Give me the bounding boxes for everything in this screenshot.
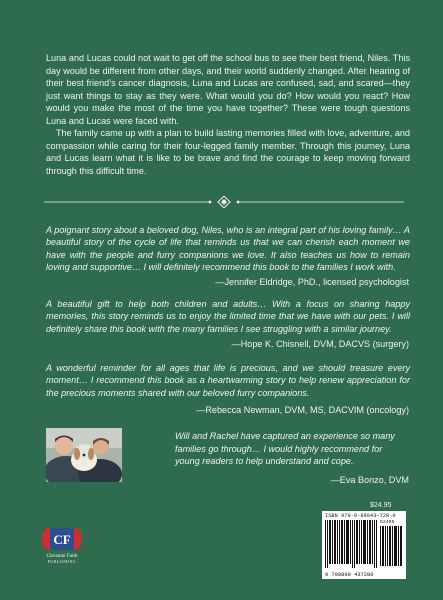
publisher-name-line1: Christian Faith	[46, 553, 78, 559]
barcode-number: 9 798890 437280	[325, 572, 374, 578]
review-2-attribution: —Hope K. Chisnell, DVM, DACVS (surgery)	[231, 339, 409, 349]
review-4-attribution: —Eva Bonzo, DVM	[330, 475, 409, 485]
price-label: $24.95	[370, 502, 392, 509]
review-1-attribution: —Jennifer Eldridge, PhD., licensed psychologist	[215, 277, 409, 287]
authors-with-dog-photo	[46, 428, 122, 482]
synopsis-paragraph-1: Luna and Lucas could not wait to get off the school bus to see their best friend, Niles. This day would be different from other days, and their world suddenly changed. After hearing of their best friend’s cancer diagnosis, Luna and Lucas are confused, sad, and scared—they just want things to stay as they were. What would you do? How would you react? How would you make the most of the time you have together? These were tough questions Luna and Lucas were faced with.	[46, 53, 410, 126]
publisher-name	[36, 553, 88, 565]
review-3-attribution: —Rebecca Newman, DVM, MS, DACVIM (oncology)	[196, 405, 409, 415]
synopsis	[46, 52, 410, 177]
barcode-addon-number: 52495	[380, 520, 395, 525]
synopsis-paragraph-2: The family came up with a plan to build lasting memories filled with love, adventure, and compassion while caring for their four-legged family member. Through this journey, Luna and Lucas learn what it is like to be brave and find the courage to keep moving forward through this difficult time.	[46, 128, 410, 176]
svg-text:CF: CF	[53, 532, 71, 547]
review-1-text: A poignant story about a beloved dog, Niles, who is an integral part of his loving family… A beautiful story of the cycle of life that reminds us that we can cherish each moment we have with the people and furry companions we love. It also teaches us how to remain loving and supportive… I will definitely recommend this book to the families I work with.	[46, 225, 410, 273]
review-3-text: A wonderful reminder for all ages that life is precious, and we should treasure every moment… I recommend this book as a heartwarming story to help renew appreciation for the precious moments shared with our beloved furry companions.	[46, 363, 410, 398]
barcode-bars-icon	[325, 520, 403, 572]
review-4	[175, 430, 405, 468]
review-2-text: A beautiful gift to help both children and adults… With a focus on sharing happy memories, this story reminds us to enjoy the limited time that we have with our pets. I will definitely share this book with the many families I see struggling with a similar journey.	[46, 299, 410, 334]
ornament-divider	[44, 196, 404, 208]
review-2	[46, 298, 410, 335]
isbn-text: ISBN 979-8-89043-728-0	[325, 513, 396, 519]
review-4-text: Will and Rachel have captured an experience so many families go through… I would highly recommend for young readers to help understand and cope.	[175, 431, 395, 466]
review-1	[46, 224, 410, 274]
review-3	[46, 362, 410, 399]
barcode	[322, 511, 406, 579]
publisher-name-line2: PUBLISHING	[47, 560, 77, 564]
